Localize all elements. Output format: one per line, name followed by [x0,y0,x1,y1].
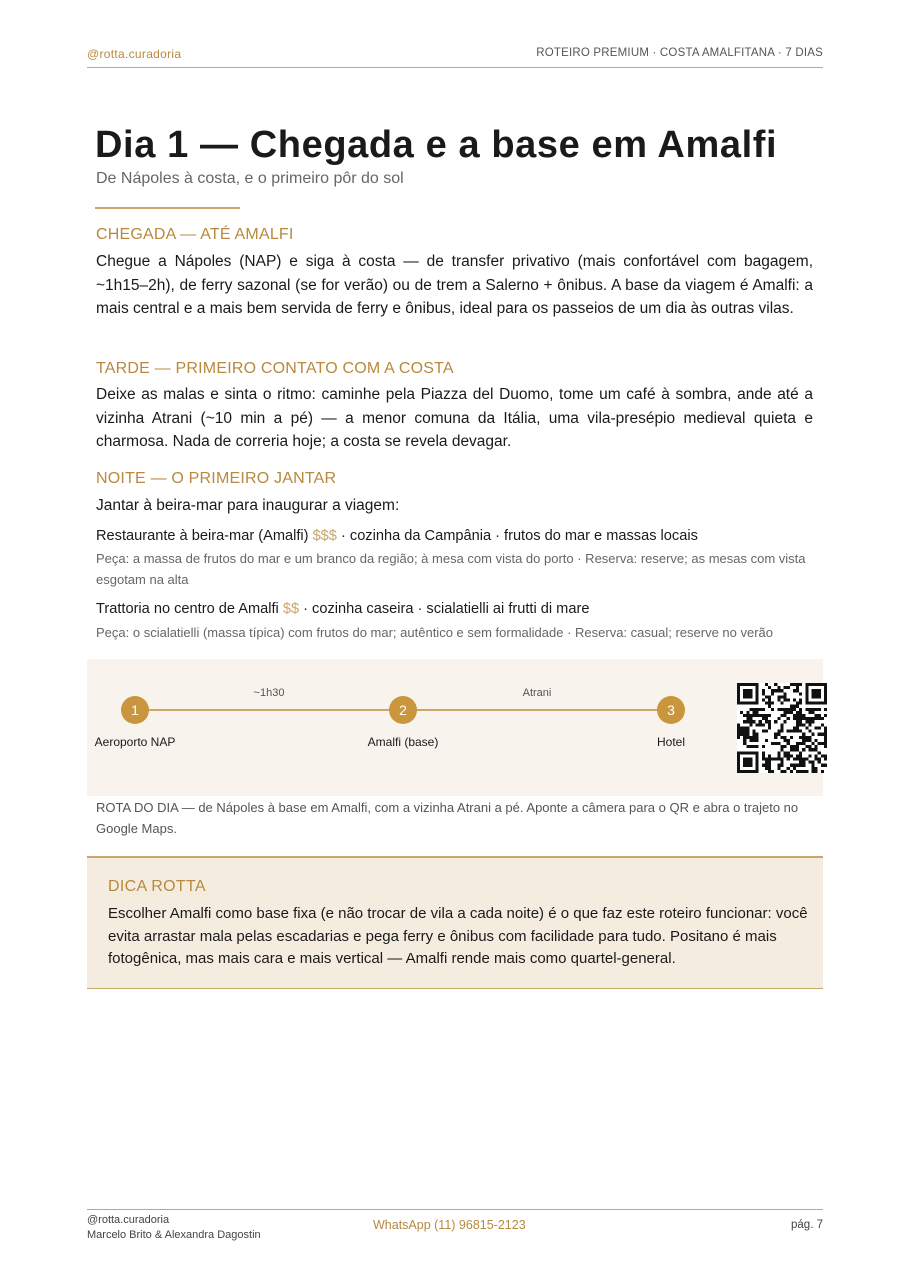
restaurant-name: Restaurante à beira-mar (Amalfi) [96,528,309,544]
section-text-arrival: Chegue a Nápoles (NAP) e siga à costa — de transfer privativo (mais confortável com bagagem, ~1h15–2h), de ferry sazonal (se for verão) ou de trem a Salerno + ônibus. A base da viagem é Amalfi: a mais central e a mais bem servida de ferry e ônibus, ideal para os passeios de um dia às outras vilas. [96,253,813,318]
restaurant-note: Peça: o scialatielli (massa típica) com frutos do mar; autêntico e sem formalidade · Reserva: casual; reserve no verão [96,625,774,640]
restaurant-details: · cozinha da Campânia · frutos do mar e massas locais [336,528,698,544]
route-segment-label: ~1h30 [253,687,285,699]
route-stop-marker: 3 [657,696,685,724]
title-divider [95,207,240,209]
route-caption: ROTA DO DIA — de Nápoles à base em Amalfi, com a vizinha Atrani a pé. Aponte a câmera para o QR e abra o trajeto no Google Maps. [96,800,799,836]
page-footer [87,1209,823,1241]
route-segment-label: Atrani [522,687,552,699]
header-doc-label: ROTEIRO PREMIUM · COSTA AMALFITANA · 7 DIAS [536,47,823,59]
page-header [87,45,823,68]
footer-handle: @rotta.curadoria [87,1214,170,1226]
footer-whatsapp-link[interactable]: WhatsApp (11) 96815-2123 [373,1218,526,1232]
route-panel [87,659,823,796]
qr-code-icon[interactable] [737,683,827,773]
restaurant-price: $$ [282,601,300,617]
restaurant-note: Peça: a massa de frutos do mar e um branco da região; à mesa com vista do porto · Reserva: reserve; as mesas com vista esgotam na alta [96,551,806,587]
route-stop-marker: 1 [121,696,149,724]
restaurant-details: · cozinha caseira · scialatielli ai frutti di mare [299,601,590,617]
section-heading-afternoon: TARDE — PRIMEIRO CONTATO COM A COSTA [96,360,454,377]
route-stop-label: Amalfi (base) [367,735,439,749]
day-subtitle: De Nápoles à costa, e o primeiro pôr do sol [96,170,404,187]
route-stop-label: Aeroporto NAP [94,735,176,749]
day-title: Dia 1 — Chegada e a base em Amalfi [95,124,778,166]
route-stop-label: Hotel [656,735,686,749]
section-text-night: Jantar à beira-mar para inaugurar a viagem: [96,497,400,514]
tip-box [87,856,823,989]
restaurant-item [96,528,698,544]
tip-heading: DICA ROTTA [108,878,206,895]
section-heading-night: NOITE — O PRIMEIRO JANTAR [96,470,337,487]
tip-text: Escolher Amalfi como base fixa (e não trocar de vila a cada noite) é o que faz este roteiro funcionar: você evita arrastar mala pelas escadarias e pega ferry e ônibus com facilidade para tudo. Positano é mais fotogênica, mas mais cara e mais vertical — Amalfi rende mais como quartel-general. [108,905,808,967]
restaurant-price: $$$ [312,528,337,544]
footer-authors: Marcelo Brito & Alexandra Dagostin [87,1228,261,1241]
section-text-afternoon: Deixe as malas e sinta o ritmo: caminhe pela Piazza del Duomo, tome um café à sombra, ande até a vizinha Atrani (~10 min a pé) — a menor comuna da Itália, uma vila-presépio medieval quieta e charmosa. Nada de correria hoje; a costa se revela devagar. [96,386,813,451]
page-number: pág. 7 [791,1219,823,1231]
route-stop-marker: 2 [389,696,417,724]
header-brand: @rotta.curadoria [87,47,182,61]
footer-credits [87,1213,261,1242]
restaurant-name: Trattoria no centro de Amalfi [96,601,279,617]
restaurant-item [96,601,589,617]
section-heading-arrival: CHEGADA — ATÉ AMALFI [96,226,294,243]
